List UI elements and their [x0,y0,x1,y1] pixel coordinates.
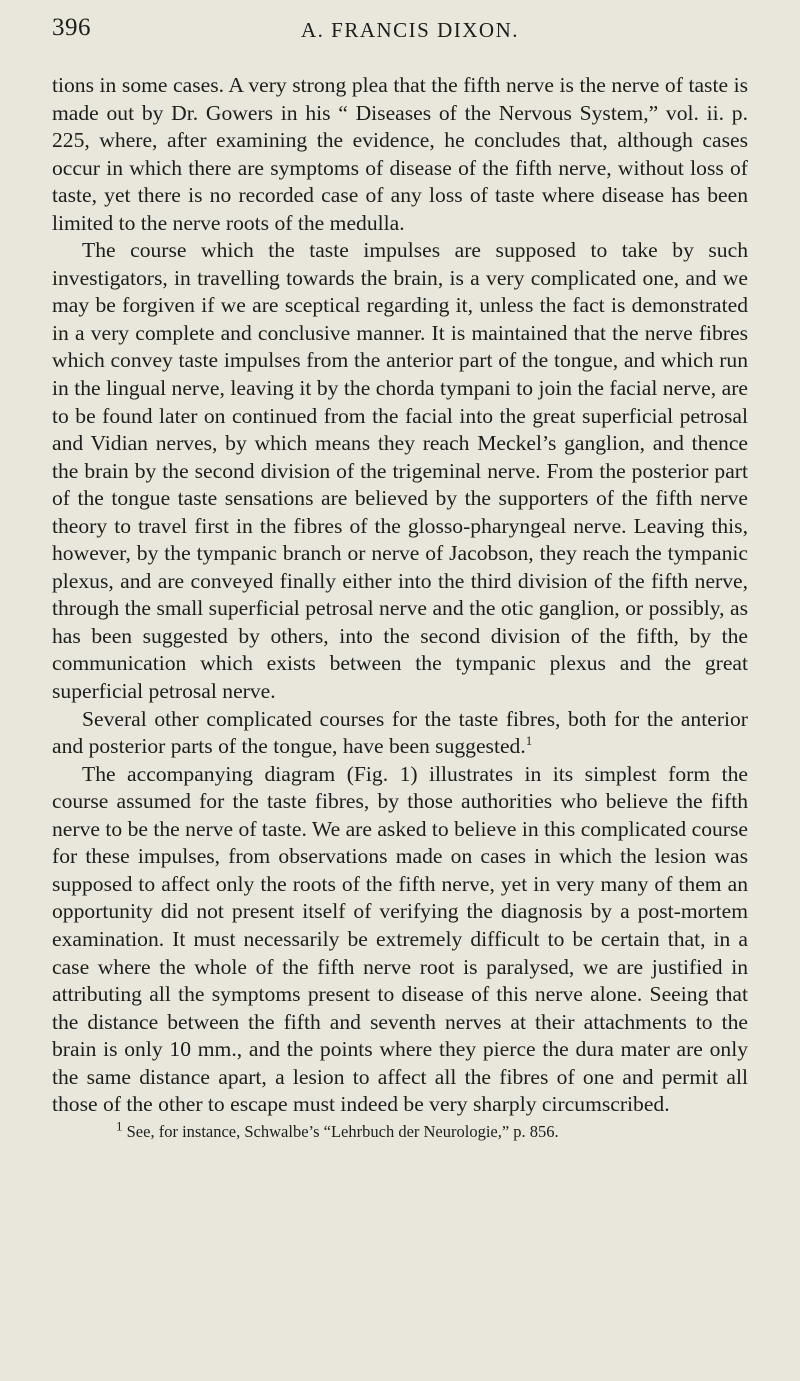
paragraph-3-text: Several other complicated courses for the taste fibres, both for the anterior and posterior parts of the tongue, have been suggested. [52,706,748,759]
running-head [52,14,748,52]
paragraph-2: The course which the taste impulses are supposed to take by such investigators, in travelling towards the brain, is a very complicated one, and we may be forgiven if we are sceptical regarding it, unless the fact is demonstrated in a very complete and conclusive manner. It is maintained that the nerve fibres which convey taste impulses from the anterior part of the tongue, and which run in the lingual nerve, leaving it by the chorda tympani to join the facial nerve, are to be found later on continued from the facial into the great superficial petrosal and Vidian nerves, by which means they reach Meckel’s ganglion, and thence the brain by the second division of the trigeminal nerve. From the posterior part of the tongue taste sensations are believed by the supporters of the fifth nerve theory to travel first in the fibres of the glosso-pharyngeal nerve. Leaving this, however, by the tympanic branch or nerve of Jacobson, they reach the tympanic plexus, and are conveyed finally either into the third division of the fifth nerve, through the small superficial petrosal nerve and the otic ganglion, or possibly, as has been suggested by others, into the second division of the fifth, by the communication which exists between the tympanic plexus and the great superficial petrosal nerve. [52,238,748,704]
paragraph-1: tions in some cases. A very strong plea that the fifth nerve is the nerve of taste is made out by Dr. Gowers in his “ Diseases of the Nervous System,” vol. ii. p. 225, where, after examining the evidence, he concludes that, although cases occur in which there are symptoms of disease of the fifth nerve, without loss of taste, yet there is no recorded case of any loss of taste where disease has been limited to the nerve roots of the medulla. [52,73,748,235]
body-text [52,72,748,1119]
running-title: A. FRANCIS DIXON. [300,18,520,42]
paragraph-3 [52,706,748,761]
paragraph-4: The accompanying diagram (Fig. 1) illustrates in its simplest form the course assumed for the taste fibres, by those authorities who believe the fifth nerve to be the nerve of taste. We are asked to believe in this complicated course for these impulses, from observations made on cases in which the lesion was supposed to affect only the roots of the fifth nerve, yet in very many of them an opportunity did not present itself of verifying the diagnosis by a post-mortem examination. It must necessarily be extremely difficult to be certain that, in a case where the whole of the fifth nerve root is paralysed, we are justified in attributing all the symptoms present to disease of this nerve alone. Seeing that the distance between the fifth and seventh nerves at their attachments to the brain is only 10 mm., and the points where they pierce the dura mater are only the same distance apart, a lesion to affect all the fibres of one and permit all those of the other to escape must indeed be very sharply circumscribed. [52,761,748,1117]
page-number: 396 [52,14,91,41]
footnote-text: See, for instance, Schwalbe’s “Lehrbuch der Neurologie,” p. 856. [126,1121,559,1141]
footnote-reference: 1 [525,732,533,748]
footnote-marker: 1 [116,1118,123,1134]
footnote [52,1118,748,1143]
